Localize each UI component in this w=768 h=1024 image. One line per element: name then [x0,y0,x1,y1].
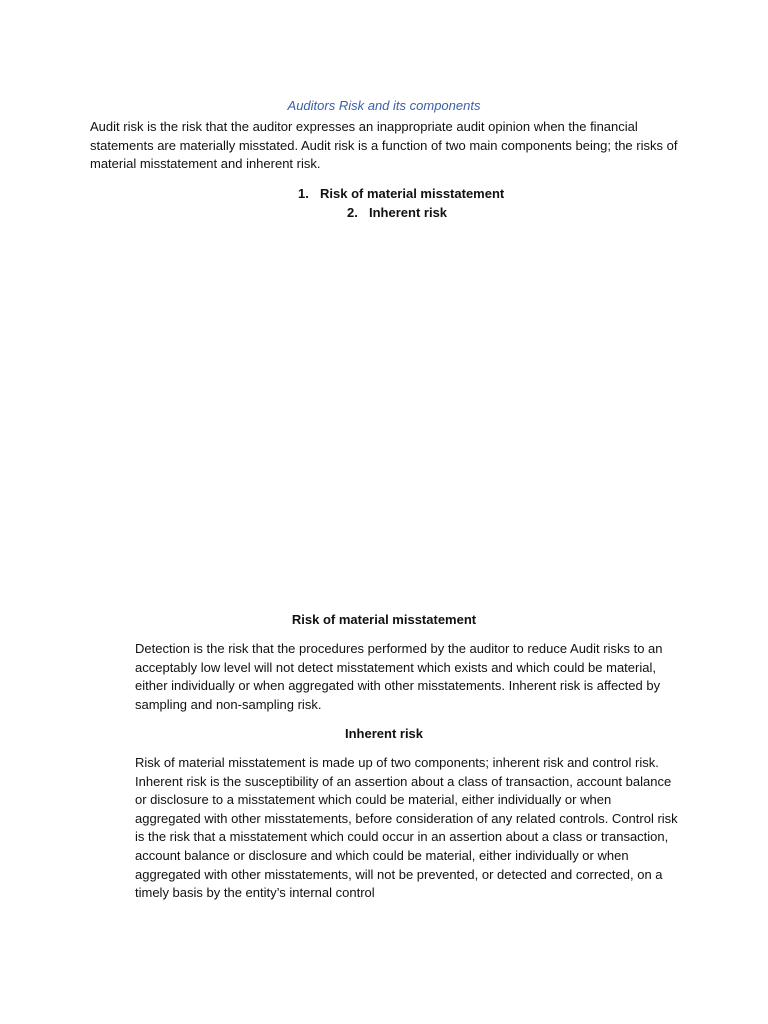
list-item-text: Inherent risk [369,205,448,220]
section-body-risk-of-material-misstatement: Detection is the risk that the procedures performed by the auditor to reduce Audit risks to an acceptably low level will not detect misstatement which exists and which could be material, either individually or when aggregated with other misstatements. Inherent risk is affected by sampling and non-sampling risk. [135,641,663,712]
section-heading-risk-of-material-misstatement: Risk of material misstatement [291,612,477,627]
list-item-number: 1. [298,186,309,201]
list-item-text: Risk of material misstatement [320,186,505,201]
list-item-number: 2. [347,205,358,220]
intro-paragraph: Audit risk is the risk that the auditor expresses an inappropriate audit opinion when the financial statements are materially misstated. Audit risk is a function of two main components being; the risks of material misstatement and inherent risk. [90,119,678,172]
document-title: Auditors Risk and its components [287,98,481,113]
list-item [298,185,504,204]
section-heading-inherent-risk: Inherent risk [344,726,424,741]
section-body-inherent-risk: Risk of material misstatement is made up of two components; inherent risk and control risk. Inherent risk is the susceptibility of an assertion about a class of transaction, account balance or disclosure to a misstatement which could be material, either individually or when aggregated with other misstatements, before consideration of any related controls. Control risk is the risk that a misstatement which could occur in an assertion about a class or transaction, account balance or disclosure and which could be material, either individually or when aggregated with other misstatements, will not be prevented, or detected and corrected, on a timely basis by the entity’s internal control [135,755,678,901]
list-item [347,204,447,223]
